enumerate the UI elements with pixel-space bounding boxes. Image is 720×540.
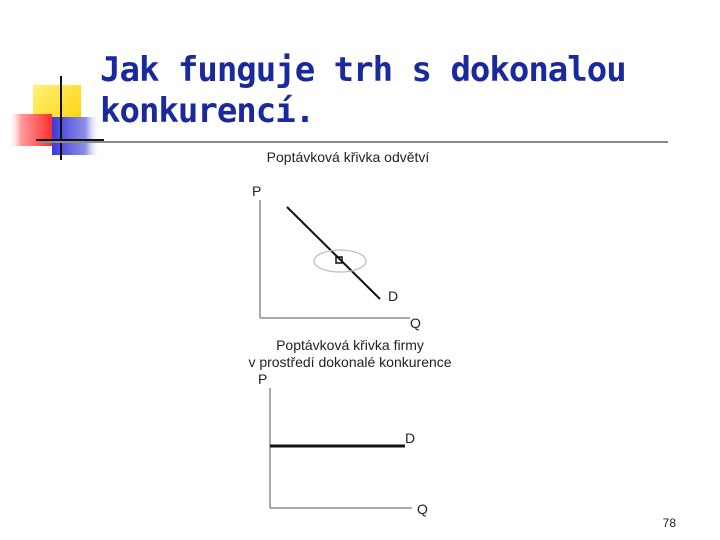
page-number: 78 — [662, 516, 676, 530]
slide-title: Jak funguje trh s dokonalou konkurencí. — [100, 50, 626, 131]
bottom-y-axis-label: P — [258, 371, 268, 387]
bottom-caption-line2: v prostředí dokonalé konkurence — [248, 354, 452, 370]
top-x-axis-label: Q — [410, 315, 421, 331]
top-demand-curve — [287, 207, 380, 299]
highlight-ellipse — [314, 250, 366, 272]
bottom-curve-label: D — [405, 430, 416, 446]
bottom-diagram-caption — [226, 337, 474, 371]
top-y-axis-label: P — [252, 183, 262, 199]
bottom-caption-line1: Poptávková křivka firmy — [276, 337, 424, 353]
top-diagram-caption: Poptávková křivka odvětví — [266, 149, 430, 165]
bottom-x-axis-label: Q — [417, 501, 428, 517]
top-curve-label: D — [388, 288, 399, 304]
